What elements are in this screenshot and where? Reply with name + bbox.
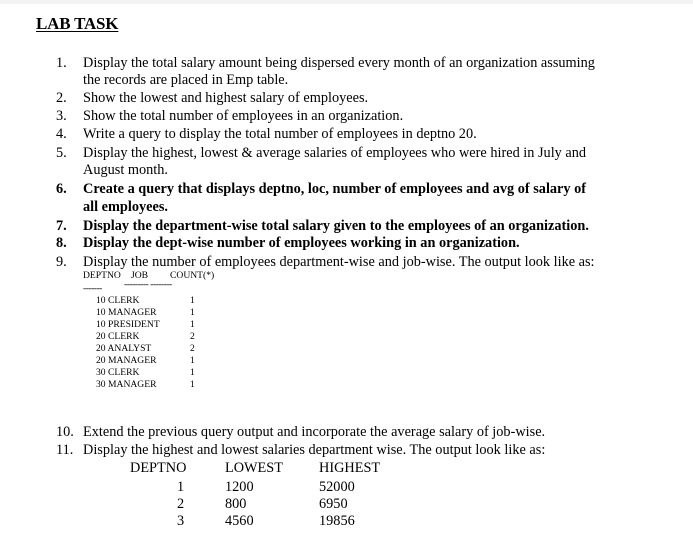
task-text: Write a query to display the total number of employees in deptno 20. <box>83 126 477 142</box>
col-header-deptno: DEPTNO <box>83 270 121 281</box>
task-text: Show the lowest and highest salary of employees. <box>83 90 369 106</box>
task-text: Display the number of employees department-wise and job-wise. The output look like as: <box>83 254 595 270</box>
table-cell-lowest: 4560 <box>225 513 254 529</box>
table-cell-highest: 6950 <box>319 496 348 512</box>
task-number: 7. <box>56 218 67 234</box>
table-row-label: 10 MANAGER <box>96 307 157 318</box>
table-row-count: 1 <box>190 307 195 318</box>
task-number: 5. <box>56 145 67 161</box>
table-cell-lowest: 800 <box>225 496 247 512</box>
table-row-count: 2 <box>190 343 195 354</box>
table-cell-lowest: 1200 <box>225 479 254 495</box>
col-header-highest: HIGHEST <box>319 460 381 476</box>
table-cell-deptno: 2 <box>177 496 185 512</box>
table-cell-highest: 19856 <box>319 513 355 529</box>
task-text: Create a query that displays deptno, loc, number of employees and avg of salary of <box>83 181 587 197</box>
table-row-label: 20 MANAGER <box>96 355 157 366</box>
table-row-label: 30 MANAGER <box>96 379 157 390</box>
task-number: 6. <box>56 181 67 197</box>
task-text: Display the dept-wise number of employees working in an organization. <box>83 235 520 251</box>
col-header-job: JOB <box>131 270 149 281</box>
task-text: Display the total salary amount being dispersed every month of an organization assuming <box>83 55 595 71</box>
table-row-count: 1 <box>190 319 195 330</box>
col-header-lowest: LOWEST <box>225 460 283 476</box>
table-cell-deptno: 3 <box>177 513 185 529</box>
table-row-label: 30 CLERK <box>96 367 140 378</box>
task-number: 3. <box>56 108 67 124</box>
lab-task-title: LAB TASK <box>36 14 119 33</box>
task-text: Show the total number of employees in an organization. <box>83 108 404 124</box>
task-text: Display the highest and lowest salaries department wise. The output look like as: <box>83 442 546 458</box>
table-row-count: 2 <box>190 331 195 342</box>
task-number: 4. <box>56 126 67 142</box>
task-number: 8. <box>56 235 67 251</box>
col-header-deptno: DEPTNO <box>130 460 187 476</box>
table-cell-deptno: 1 <box>177 479 185 495</box>
table-cell-highest: 52000 <box>319 479 355 495</box>
table-row-label: 10 PRESIDENT <box>96 319 160 330</box>
task-number: 1. <box>56 55 67 71</box>
table-row-label: 20 CLERK <box>96 331 140 342</box>
task-text: Extend the previous query output and incorporate the average salary of job-wise. <box>83 424 546 440</box>
task-text: all employees. <box>83 199 168 215</box>
table-row-count: 1 <box>190 379 195 390</box>
table-row-count: 1 <box>190 355 195 366</box>
task-number: 9. <box>56 254 67 270</box>
task-text: Display the department-wise total salary given to the employees of an organization. <box>83 218 589 234</box>
col-header-count: COUNT(*) <box>170 270 215 281</box>
page-top-edge <box>0 0 693 4</box>
task-number: 11. <box>56 442 74 458</box>
header-separator: ------- <box>83 283 102 294</box>
task-text: August month. <box>83 162 168 178</box>
table-row-count: 1 <box>190 295 195 306</box>
task-number: 2. <box>56 90 67 106</box>
task-text: the records are placed in Emp table. <box>83 72 289 88</box>
task-number: 10. <box>56 424 74 440</box>
table-row-count: 1 <box>190 367 195 378</box>
header-separator: --------- -------- <box>124 279 172 290</box>
table-row-label: 20 ANALYST <box>96 343 152 354</box>
task-text: Display the highest, lowest & average salaries of employees who were hired in July and <box>83 145 587 161</box>
table-row-label: 10 CLERK <box>96 295 140 306</box>
